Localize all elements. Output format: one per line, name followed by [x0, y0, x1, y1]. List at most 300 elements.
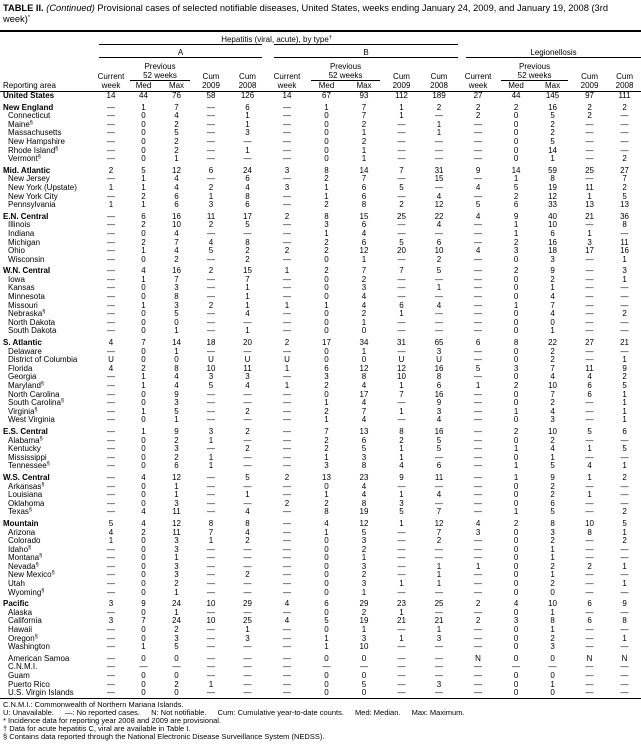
legionellosis-med: 0	[513, 119, 519, 129]
legionellosis-current: —	[474, 415, 483, 425]
hep-b-cum-2008: —	[435, 228, 444, 238]
table-row	[0, 155, 641, 164]
hep-a-cum-2009: —	[207, 561, 215, 571]
hep-b-med: 2	[324, 444, 329, 454]
legionellosis-cum-2009: —	[571, 689, 608, 698]
hep-a-current: —	[107, 128, 115, 138]
table-row	[0, 471, 641, 483]
hep-b-max: 1	[361, 553, 367, 563]
hep-b-cum-2008: 7	[436, 507, 442, 517]
table-row	[0, 356, 641, 365]
table-row	[0, 462, 641, 471]
legionellosis-cum-2008: —	[620, 642, 629, 652]
hep-a-cum-2008: 6	[245, 102, 250, 112]
hep-b-cum-2008: —	[435, 136, 444, 146]
hep-b-current: —	[283, 435, 291, 445]
legionellosis-max: 4	[550, 406, 555, 416]
legionellosis-cum-2008: 1	[622, 274, 627, 284]
hep-b-med: 0	[324, 355, 329, 365]
hep-a-cum-2008: 2	[245, 254, 250, 264]
table-row	[0, 365, 641, 374]
current-header: Current	[273, 71, 301, 81]
legionellosis-max: 19	[548, 182, 557, 192]
hep-b-cum-2008: 9	[436, 398, 442, 408]
hep-b-max: 23	[359, 472, 369, 482]
hep-b-cum-2009: —	[397, 662, 406, 672]
hep-a-cum-2008: —	[229, 689, 266, 698]
legionellosis-current: —	[474, 300, 483, 310]
reporting-area-name: Colorado	[8, 536, 41, 546]
hep-a-max: 2	[174, 452, 179, 462]
hep-a-cum-2009: U	[208, 355, 214, 365]
hep-b-cum-2009: —	[397, 553, 406, 563]
hep-b-med: 0	[324, 292, 329, 302]
header-spacer	[266, 62, 308, 71]
legionellosis-med: 2	[513, 518, 519, 528]
hep-a-max: 4	[174, 246, 179, 256]
hep-a-current: 5	[108, 518, 114, 528]
reporting-area	[0, 643, 95, 652]
table-row	[0, 373, 641, 382]
legionellosis-cum-2008: 1	[622, 389, 627, 399]
legionellosis-cum-2008: 1	[622, 633, 627, 643]
legionellosis-cum-2009: —	[585, 415, 594, 425]
hep-a-med: 0	[141, 625, 146, 635]
hep-a-med: 0	[141, 326, 146, 336]
legionellosis-med: 1	[513, 174, 519, 184]
hep-b-cum-2008: 22	[434, 211, 444, 221]
hep-a-med: 0	[141, 544, 146, 554]
hep-b-med: 6	[324, 363, 329, 373]
legionellosis-cum-2009: 1	[587, 191, 592, 201]
reporting-area-name: Wyoming	[8, 587, 42, 597]
hep-a-cum-2008: 2	[245, 246, 250, 256]
reporting-area-name: Minnesota	[8, 292, 45, 302]
nedss-footnote-mark: §	[60, 398, 64, 405]
hep-b-current: —	[283, 136, 291, 146]
hep-b-cum-2009: —	[397, 346, 406, 356]
table-row	[0, 437, 641, 446]
hepatitis-header	[95, 31, 458, 44]
table-row	[0, 425, 641, 437]
legionellosis-max: 8	[550, 616, 555, 626]
max-header: Max	[534, 81, 571, 92]
table-row	[0, 221, 641, 230]
legionellosis-cum-2008: 8	[622, 616, 627, 626]
hep-a-max: 9	[174, 389, 179, 399]
hep-b-med: 1	[324, 398, 329, 408]
table-row	[0, 336, 641, 348]
hep-b-med: 0	[324, 625, 329, 635]
legionellosis-cum-2009: N	[586, 653, 593, 663]
table-row	[0, 563, 641, 572]
hep-a-current: —	[107, 211, 115, 221]
legionellosis-med: 0	[513, 587, 519, 597]
reporting-area-name: Alabama	[8, 435, 40, 445]
legend-max: Max: Maximum.	[411, 707, 465, 717]
legionellosis-cum-2008: 9	[622, 599, 627, 609]
reporting-area-name: Guam	[8, 671, 30, 680]
hep-b-current: —	[283, 625, 291, 635]
cum-header: Cum	[202, 71, 220, 81]
hep-a-med: 0	[141, 309, 146, 319]
table-row	[0, 382, 641, 391]
legionellosis-current: —	[474, 579, 483, 589]
hep-b-med: 0	[324, 679, 329, 689]
reporting-area-name: Idaho	[8, 544, 29, 554]
hep-b-cum-2009: 1	[399, 607, 404, 617]
legionellosis-cum-2008: 111	[618, 91, 631, 100]
legionellosis-cum-2008: 5	[622, 518, 627, 528]
legionellosis-cum-2008: —	[620, 553, 629, 563]
legionellosis-med: 0	[513, 671, 519, 680]
hep-a-current: —	[107, 266, 115, 276]
hep-a-current: —	[107, 553, 115, 563]
legionellosis-current: —	[474, 283, 483, 293]
legionellosis-max: 3	[550, 527, 555, 537]
cum-2008-header: 2008	[229, 81, 266, 92]
hep-a-cum-2008: 24	[243, 165, 252, 175]
hep-a-med: 0	[141, 355, 146, 365]
hep-b-current: 2	[284, 472, 290, 482]
hep-b-med: 1	[324, 642, 329, 652]
hep-a-med: 0	[141, 128, 146, 138]
legionellosis-max: 0	[550, 587, 555, 597]
table-row	[0, 247, 641, 256]
legionellosis-max: 0	[550, 653, 555, 663]
hep-b-med: 0	[324, 136, 329, 146]
hep-b-max: 2	[361, 544, 367, 554]
legionellosis-cum-2009: —	[585, 481, 594, 491]
legionellosis-max: 9	[550, 266, 555, 276]
cum-header: Cum	[430, 71, 448, 81]
hep-b-med: 1	[324, 228, 329, 238]
hep-a-cum-2009: —	[207, 398, 215, 408]
hep-b-cum-2009: —	[397, 191, 406, 201]
reporting-area-name: Montana	[8, 553, 40, 563]
hep-a-max: 11	[172, 527, 181, 537]
hep-b-cum-2009: —	[397, 587, 406, 597]
hep-a-cum-2008: —	[243, 662, 252, 672]
hep-a-cum-2008: —	[243, 154, 252, 164]
reporting-area-name: Arizona	[8, 527, 36, 537]
table-row	[0, 529, 641, 538]
legionellosis-cum-2008: 2	[622, 472, 627, 482]
hep-a-max: 5	[174, 642, 179, 652]
legionellosis-cum-2009: —	[585, 570, 594, 580]
reporting-area-name: California	[8, 616, 42, 626]
hep-a-cum-2008: —	[243, 452, 252, 462]
legionellosis-current: —	[474, 444, 483, 454]
reporting-area-name: Pennsylvania	[8, 200, 56, 210]
legionellosis-cum-2009: 8	[587, 527, 592, 537]
legionellosis-cum-2008: —	[620, 671, 629, 680]
legionellosis-max: 2	[550, 346, 555, 356]
legionellosis-med: 0	[513, 415, 519, 425]
hep-b-cum-2009: —	[397, 527, 406, 537]
legionellosis-max: 0	[534, 689, 571, 698]
hep-b-current: —	[283, 274, 291, 284]
hep-a-max: 6	[174, 461, 179, 471]
hep-a-max: 9	[174, 426, 179, 436]
hep-a-max: 7	[174, 274, 179, 284]
reporting-area-name: Pacific	[3, 599, 29, 609]
hep-b-med: 2	[324, 435, 329, 445]
hep-a-med: 1	[141, 381, 146, 390]
hep-a-cum-2009: 3	[208, 372, 214, 382]
hep-a-med: 1	[141, 642, 146, 652]
legionellosis-max: 3	[550, 254, 555, 264]
hep-a-current: —	[107, 372, 115, 382]
hep-a-max: 12	[172, 518, 181, 528]
legionellosis-max: 16	[548, 237, 557, 247]
legionellosis-cum-2008: —	[620, 326, 629, 336]
hep-a-cum-2008: 4	[245, 527, 250, 537]
hep-a-med: 0	[141, 398, 146, 408]
table-row	[0, 391, 641, 400]
reporting-area-name: Georgia	[8, 372, 37, 382]
hep-a-max: 3	[174, 444, 179, 454]
hep-a-current: —	[107, 309, 115, 319]
header-spacer	[458, 62, 498, 71]
hep-b-cum-2009: 1	[399, 309, 404, 319]
hep-a-med: 7	[141, 338, 146, 348]
hep-b-med: 17	[322, 338, 331, 348]
cum-2008-header: 2008	[608, 81, 641, 92]
table-row	[0, 483, 641, 492]
table-number: TABLE II.	[3, 3, 47, 13]
reporting-area-name: New England	[3, 102, 54, 112]
hep-a-cum-2008: 4	[245, 507, 250, 517]
reporting-area-name: W.N. Central	[3, 266, 51, 276]
legionellosis-current: 2	[475, 616, 481, 626]
legionellosis-max: 14	[548, 145, 557, 155]
hep-a-cum-2009: —	[207, 553, 215, 563]
hep-b-med: 0	[324, 274, 329, 284]
legionellosis-max: 10	[548, 381, 557, 390]
legionellosis-med: 9	[513, 211, 519, 221]
legionellosis-max: 5	[550, 136, 555, 146]
hep-b-cum-2009: —	[397, 154, 406, 164]
hep-b-cum-2008: —	[435, 452, 444, 462]
legionellosis-max: 5	[550, 461, 555, 471]
hep-a-max: 4	[174, 111, 179, 121]
hep-a-cum-2008: —	[243, 435, 252, 445]
hep-a-max: 0	[174, 317, 179, 327]
hep-a-cum-2008: 7	[245, 274, 250, 284]
legionellosis-cum-2009: —	[585, 300, 594, 310]
hep-a-current: —	[107, 561, 115, 571]
legionellosis-cum-2009: —	[585, 498, 594, 508]
legionellosis-cum-2008: 1	[622, 461, 627, 471]
hep-b-med: 1	[324, 102, 329, 112]
legionellosis-cum-2008: —	[620, 498, 629, 508]
hep-a-max: 4	[174, 228, 179, 238]
hep-b-current: —	[283, 191, 291, 201]
legionellosis-cum-2008: —	[620, 136, 629, 146]
legionellosis-med: 0	[513, 283, 519, 293]
nedss-footnote-mark: §	[42, 309, 46, 316]
cum-header: Cum	[581, 71, 598, 81]
hep-b-cum-2008: 189	[432, 91, 446, 100]
hep-a-cum-2009: —	[207, 579, 215, 589]
hep-b-med: 2	[324, 266, 329, 276]
hep-b-cum-2009: —	[397, 398, 406, 408]
legionellosis-max: 6	[550, 228, 555, 238]
hep-b-cum-2008: U	[436, 355, 442, 365]
hep-b-cum-2009: 23	[397, 599, 406, 609]
legionellosis-current: —	[474, 570, 483, 580]
legionellosis-cum-2009: —	[585, 309, 594, 319]
hep-b-med: 0	[324, 607, 329, 617]
hep-b-cum-2009: 12	[397, 363, 406, 373]
hep-a-cum-2008: —	[243, 228, 252, 238]
legionellosis-med: 0	[513, 355, 519, 365]
hep-b-max: 1	[361, 317, 367, 327]
legionellosis-max: 1	[550, 625, 555, 635]
nedss-footnote-mark: §	[28, 507, 32, 514]
table-row	[0, 617, 641, 626]
hep-b-med: 0	[324, 346, 329, 356]
hep-a-cum-2009: —	[207, 145, 215, 155]
hep-b-cum-2009: 5	[399, 507, 404, 517]
legionellosis-med: 0	[513, 679, 519, 689]
reporting-area-name: American Samoa	[8, 653, 70, 663]
hep-b-max: 1	[361, 254, 367, 264]
hep-b-med: 0	[324, 671, 329, 680]
legionellosis-med: 2	[513, 237, 519, 247]
hep-b-cum-2009: —	[397, 136, 406, 146]
legionellosis-cum-2009: —	[585, 128, 594, 138]
hep-b-max: 1	[361, 587, 367, 597]
hep-b-cum-2009: —	[397, 145, 406, 155]
hep-b-max: 0	[345, 689, 383, 698]
legionellosis-current: —	[474, 587, 483, 597]
hep-b-cum-2009: 5	[399, 182, 404, 192]
footnote-star: * Incidence data for reporting year 2008 and 2009 are provisional.	[3, 715, 222, 725]
hep-a-med: 0	[141, 498, 146, 508]
legionellosis-cum-2009: —	[585, 679, 594, 689]
hepatitis-b-header: B	[274, 44, 458, 57]
continued-label: (Continued)	[46, 3, 95, 13]
hep-b-med: 1	[324, 452, 329, 462]
legionellosis-current: —	[474, 544, 483, 554]
legionellosis-cum-2008: —	[620, 145, 629, 155]
legionellosis-max: 2	[550, 398, 555, 408]
legionellosis-med: 0	[513, 136, 519, 146]
legionellosis-current: —	[474, 406, 483, 416]
legionellosis-cum-2009: —	[585, 406, 594, 416]
hep-a-cum-2008: 2	[245, 406, 250, 416]
hep-a-med: 1	[141, 426, 146, 436]
hep-b-current: —	[283, 481, 291, 491]
legionellosis-current: —	[474, 389, 483, 399]
table-row	[0, 327, 641, 336]
legionellosis-cum-2008: 2	[622, 102, 627, 112]
legionellosis-current: 3	[475, 527, 481, 537]
legionellosis-current: —	[474, 220, 483, 230]
legionellosis-cum-2008: —	[620, 317, 629, 327]
hep-a-current: —	[107, 544, 115, 554]
legionellosis-cum-2009: —	[585, 452, 594, 462]
hep-a-cum-2009: 2	[208, 182, 214, 192]
hep-a-cum-2009: —	[207, 507, 215, 517]
reporting-area-name: Washington	[8, 642, 50, 652]
header-spacer	[0, 62, 95, 71]
hep-a-cum-2009: —	[193, 689, 229, 698]
hep-b-max: 7	[361, 102, 367, 112]
hep-a-current: —	[107, 435, 115, 445]
hep-a-max: 4	[174, 381, 179, 390]
hep-b-med: 2	[324, 237, 329, 247]
legionellosis-max: 8	[550, 174, 555, 184]
reporting-area-name: Vermont	[8, 154, 38, 164]
hep-a-cum-2009: —	[207, 490, 215, 500]
disease-table	[0, 30, 641, 699]
legionellosis-med: 0	[513, 481, 519, 491]
hep-b-cum-2009: 25	[397, 211, 406, 221]
hep-a-med: 0	[141, 389, 146, 399]
legionellosis-med: 0	[513, 292, 519, 302]
legionellosis-cum-2008: N	[621, 653, 628, 663]
hep-a-max: 0	[160, 689, 193, 698]
hep-b-current: —	[283, 102, 291, 112]
hep-b-cum-2008: 65	[434, 338, 444, 348]
legionellosis-cum-2008: —	[620, 587, 629, 597]
legionellosis-current: —	[474, 346, 483, 356]
legionellosis-med: 3	[513, 616, 519, 626]
legionellosis-cum-2009: —	[585, 266, 594, 276]
hep-b-current: 14	[282, 91, 292, 100]
legionellosis-cum-2009: 6	[587, 381, 592, 390]
header-spacer	[95, 62, 127, 71]
hep-b-max: 8	[361, 498, 367, 508]
legionellosis-max: 0	[550, 671, 555, 680]
hep-a-max: 1	[174, 415, 179, 425]
hep-b-cum-2009: 5	[399, 237, 404, 247]
hep-a-current: —	[107, 406, 115, 416]
hep-b-current: —	[283, 607, 291, 617]
hep-a-med: 4	[141, 266, 146, 276]
reporting-area-name: Mississippi	[8, 452, 47, 462]
legionellosis-current: 4	[475, 246, 481, 256]
hep-b-cum-2008: —	[435, 182, 444, 192]
hep-a-cum-2009: —	[207, 111, 215, 121]
hep-b-med: 3	[324, 461, 329, 471]
reporting-area-name: Tennessee	[8, 461, 47, 471]
hep-b-max: 4	[361, 381, 367, 390]
hep-a-cum-2009: —	[207, 653, 215, 663]
hep-a-current: 1	[108, 536, 114, 546]
hep-b-cum-2008: 1	[436, 283, 442, 293]
header-spacer	[193, 62, 266, 71]
hep-a-cum-2008: 3	[245, 633, 250, 643]
legionellosis-med: 0	[513, 309, 519, 319]
hep-a-current: —	[107, 570, 115, 580]
hep-a-current: —	[107, 426, 115, 436]
hep-b-cum-2008: 12	[434, 518, 444, 528]
hep-a-current: —	[107, 174, 115, 184]
reporting-area-name: U.S. Virgin Islands	[8, 688, 74, 698]
hep-a-med: 2	[141, 220, 146, 230]
hep-b-max: 12	[359, 246, 369, 256]
legend-dash: —: No reported cases.	[64, 707, 140, 717]
hep-b-cum-2008: —	[435, 553, 444, 563]
hep-a-cum-2009: —	[207, 607, 215, 617]
legionellosis-current: 6	[475, 338, 481, 348]
hep-a-cum-2009: —	[207, 317, 215, 327]
hep-b-max: 4	[361, 292, 367, 302]
